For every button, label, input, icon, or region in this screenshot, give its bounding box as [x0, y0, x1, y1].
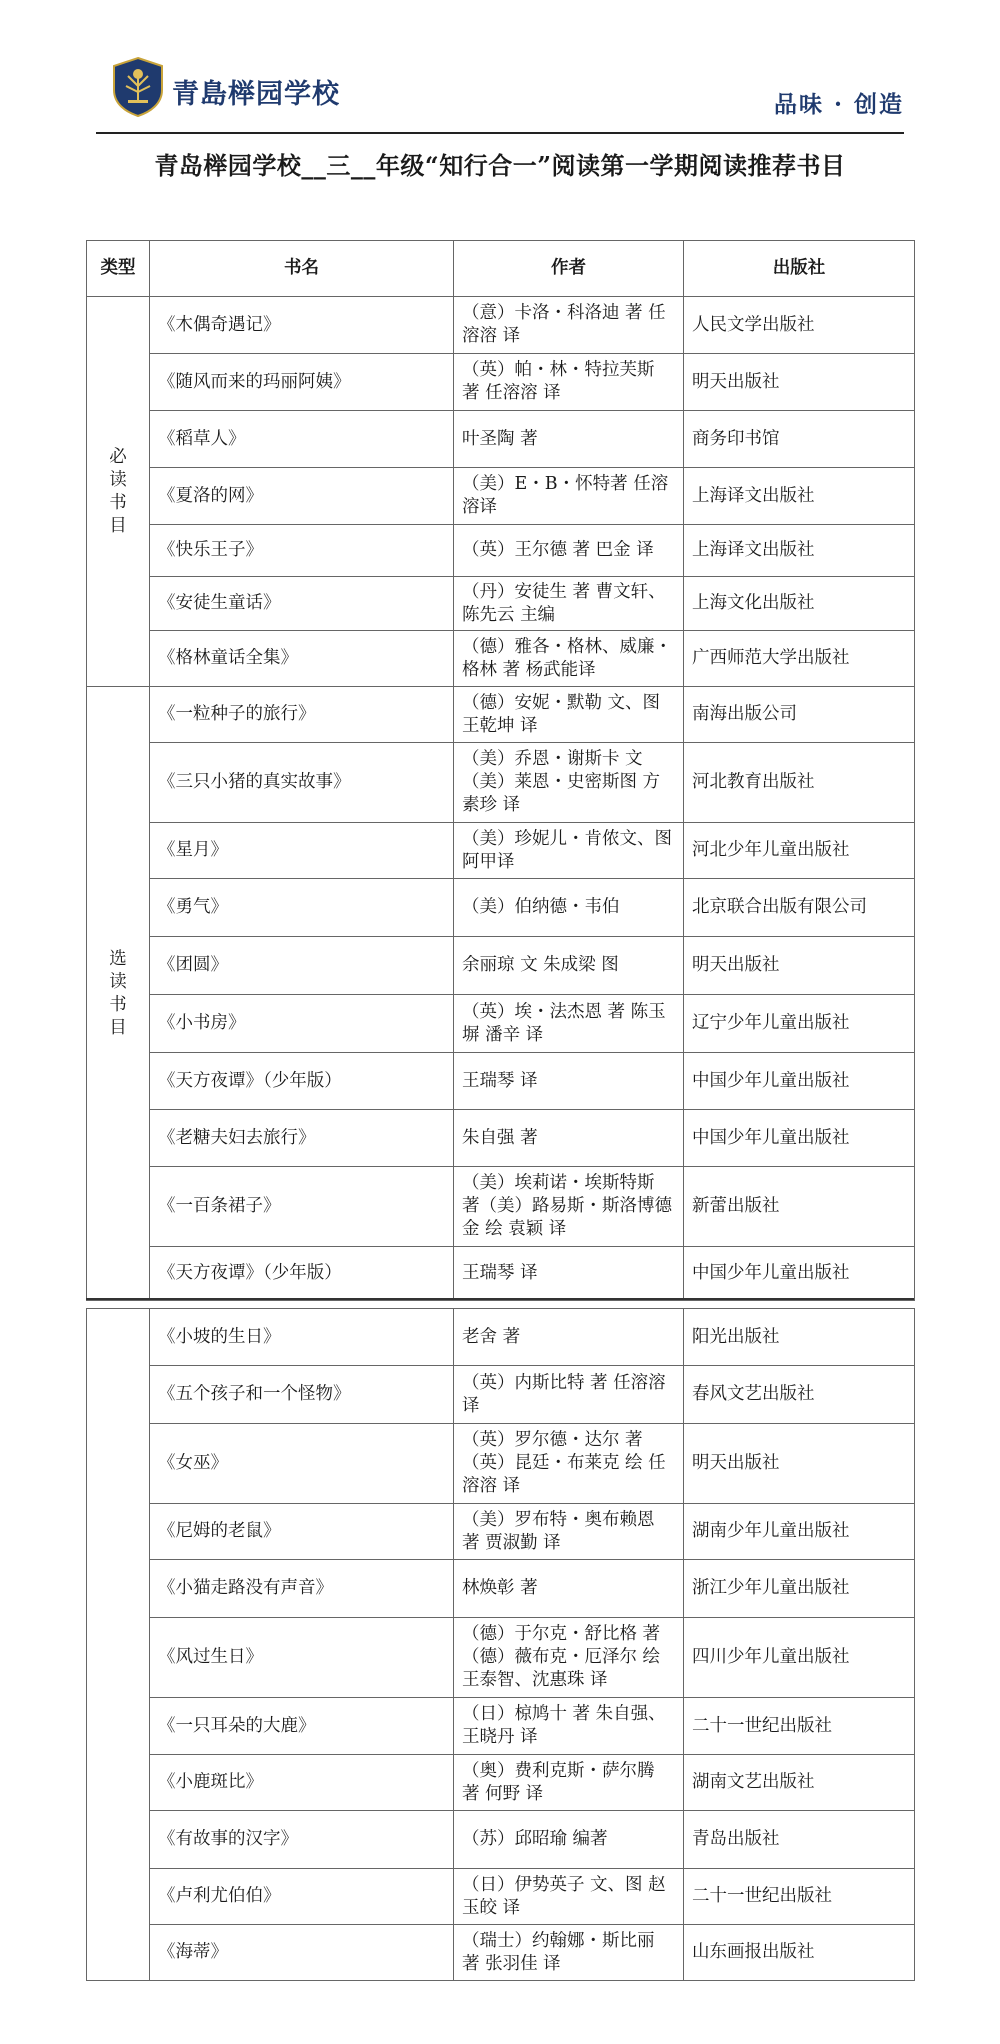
table-row	[87, 468, 915, 525]
table-row	[87, 354, 915, 411]
book-author: （德）安妮・默勒 文、图 王乾坤 译	[454, 687, 684, 743]
table-row	[87, 411, 915, 468]
book-publisher: 青岛出版社	[684, 1811, 915, 1869]
book-publisher: 二十一世纪出版社	[684, 1869, 915, 1925]
book-publisher: 四川少年儿童出版社	[684, 1618, 915, 1698]
school-name: 青島榉园学校	[172, 79, 340, 110]
table-header-row	[87, 241, 915, 297]
book-author: 余丽琼 文 朱成梁 图	[454, 937, 684, 995]
book-publisher: 上海译文出版社	[684, 468, 915, 525]
table-row	[87, 577, 915, 631]
book-title: 《一只耳朵的大鹿》	[150, 1698, 454, 1755]
book-title: 《风过生日》	[150, 1618, 454, 1698]
table-row	[87, 525, 915, 577]
book-list-table	[86, 240, 915, 1301]
book-title: 《女巫》	[150, 1424, 454, 1504]
book-author: （德）雅各・格林、威廉・格林 著 杨武能译	[454, 631, 684, 687]
book-title: 《勇气》	[150, 879, 454, 937]
book-title: 《夏洛的网》	[150, 468, 454, 525]
table-row	[87, 879, 915, 937]
book-author: （美）E・B・怀特著 任溶溶译	[454, 468, 684, 525]
book-publisher: 北京联合出版有限公司	[684, 879, 915, 937]
book-author: 朱自强 著	[454, 1110, 684, 1167]
book-title: 《格林童话全集》	[150, 631, 454, 687]
book-publisher: 河北教育出版社	[684, 743, 915, 823]
book-title: 《海蒂》	[150, 1925, 454, 1981]
book-author: （美）伯纳德・韦伯	[454, 879, 684, 937]
book-title: 《天方夜谭》（少年版）	[150, 1247, 454, 1301]
book-publisher: 新蕾出版社	[684, 1167, 915, 1247]
category-cell-continued	[87, 1309, 150, 1981]
book-title: 《稻草人》	[150, 411, 454, 468]
book-title: 《快乐王子》	[150, 525, 454, 577]
book-publisher: 二十一世纪出版社	[684, 1698, 915, 1755]
table-row	[87, 1560, 915, 1618]
table-row	[87, 1366, 915, 1424]
book-publisher: 春风文艺出版社	[684, 1366, 915, 1424]
book-author: 叶圣陶 著	[454, 411, 684, 468]
table-row	[87, 1247, 915, 1301]
table-row	[87, 1110, 915, 1167]
table-row	[87, 1167, 915, 1247]
book-title: 《随风而来的玛丽阿姨》	[150, 354, 454, 411]
book-title: 《卢利尤伯伯》	[150, 1869, 454, 1925]
page-header	[0, 0, 1000, 140]
book-publisher: 明天出版社	[684, 937, 915, 995]
header-divider	[96, 132, 904, 134]
table-row	[87, 995, 915, 1053]
book-publisher: 上海译文出版社	[684, 525, 915, 577]
book-author: 王瑞琴 译	[454, 1053, 684, 1110]
book-title: 《五个孩子和一个怪物》	[150, 1366, 454, 1424]
book-author: （日）椋鸠十 著 朱自强、王晓丹 译	[454, 1698, 684, 1755]
document-title: 青岛榉园学校__三__年级“知行合一”阅读第一学期阅读推荐书目	[154, 151, 846, 180]
table-row	[87, 1925, 915, 1981]
category-optional: 选 读 书 目	[87, 687, 150, 1301]
book-list-table-continued	[86, 1308, 915, 1981]
book-publisher: 河北少年儿童出版社	[684, 823, 915, 879]
book-author: （意）卡洛・科洛迪 著 任溶溶 译	[454, 297, 684, 354]
book-title: 《小鹿斑比》	[150, 1755, 454, 1811]
book-publisher: 广西师范大学出版社	[684, 631, 915, 687]
column-header-publisher: 出版社	[684, 241, 915, 297]
book-author: （奥）费利克斯・萨尔腾 著 何野 译	[454, 1755, 684, 1811]
book-title: 《尼姆的老鼠》	[150, 1504, 454, 1560]
book-publisher: 中国少年儿童出版社	[684, 1110, 915, 1167]
book-publisher: 明天出版社	[684, 1424, 915, 1504]
table-row	[87, 687, 915, 743]
column-header-title: 书名	[150, 241, 454, 297]
book-publisher: 商务印书馆	[684, 411, 915, 468]
book-publisher: 浙江少年儿童出版社	[684, 1560, 915, 1618]
table-row	[87, 1053, 915, 1110]
table-row	[87, 1811, 915, 1869]
table-row	[87, 937, 915, 995]
book-title: 《一百条裙子》	[150, 1167, 454, 1247]
book-title: 《星月》	[150, 823, 454, 879]
category-required: 必 读 书 目	[87, 297, 150, 687]
book-publisher: 明天出版社	[684, 354, 915, 411]
column-header-type: 类型	[87, 241, 150, 297]
book-author: 王瑞琴 译	[454, 1247, 684, 1301]
book-publisher: 湖南少年儿童出版社	[684, 1504, 915, 1560]
table-row	[87, 297, 915, 354]
book-author: （美）埃莉诺・埃斯特斯 著（美）路易斯・斯洛博德金 绘 袁颖 译	[454, 1167, 684, 1247]
school-slogan: 品味 · 创造	[773, 91, 904, 118]
book-title: 《小猫走路没有声音》	[150, 1560, 454, 1618]
book-author: （苏）邱昭瑜 编著	[454, 1811, 684, 1869]
book-author: 林焕彰 著	[454, 1560, 684, 1618]
book-publisher: 湖南文艺出版社	[684, 1755, 915, 1811]
book-author: （丹）安徒生 著 曹文轩、陈先云 主编	[454, 577, 684, 631]
book-title: 《小书房》	[150, 995, 454, 1053]
book-publisher: 阳光出版社	[684, 1309, 915, 1366]
table-row	[87, 1424, 915, 1504]
table-row	[87, 631, 915, 687]
table-row	[87, 1869, 915, 1925]
book-title: 《有故事的汉字》	[150, 1811, 454, 1869]
column-header-author: 作者	[454, 241, 684, 297]
book-author: （英）埃・法杰恩 著 陈玉塀 潘辛 译	[454, 995, 684, 1053]
book-publisher: 上海文化出版社	[684, 577, 915, 631]
book-publisher: 山东画报出版社	[684, 1925, 915, 1981]
table-row	[87, 1755, 915, 1811]
book-publisher: 人民文学出版社	[684, 297, 915, 354]
book-title: 《木偶奇遇记》	[150, 297, 454, 354]
book-author: （英）内斯比特 著 任溶溶 译	[454, 1366, 684, 1424]
book-publisher: 中国少年儿童出版社	[684, 1247, 915, 1301]
book-author: 老舍 著	[454, 1309, 684, 1366]
page-break-divider	[86, 1298, 914, 1300]
book-title: 《团圆》	[150, 937, 454, 995]
table-row	[87, 1618, 915, 1698]
book-title: 《安徒生童话》	[150, 577, 454, 631]
table-row	[87, 1504, 915, 1560]
book-title: 《一粒种子的旅行》	[150, 687, 454, 743]
book-publisher: 中国少年儿童出版社	[684, 1053, 915, 1110]
school-crest-icon	[112, 56, 164, 118]
book-author: （英）帕・林・特拉芙斯 著 任溶溶 译	[454, 354, 684, 411]
book-author: （德）于尔克・舒比格 著（德）薇布克・厄泽尔 绘 王泰智、沈惠珠 译	[454, 1618, 684, 1698]
book-author: （日）伊势英子 文、图 赵玉皎 译	[454, 1869, 684, 1925]
book-title: 《小坡的生日》	[150, 1309, 454, 1366]
table-row	[87, 1698, 915, 1755]
book-title: 《天方夜谭》（少年版）	[150, 1053, 454, 1110]
book-publisher: 辽宁少年儿童出版社	[684, 995, 915, 1053]
book-publisher: 南海出版公司	[684, 687, 915, 743]
book-author: （美）罗布特・奥布赖恩 著 贾淑勤 译	[454, 1504, 684, 1560]
book-title: 《老糖夫妇去旅行》	[150, 1110, 454, 1167]
book-title: 《三只小猪的真实故事》	[150, 743, 454, 823]
book-author: （美）珍妮儿・肯侬文、图 阿甲译	[454, 823, 684, 879]
book-author: （美）乔恩・谢斯卡 文（美）莱恩・史密斯图 方素珍 译	[454, 743, 684, 823]
table-row	[87, 743, 915, 823]
table-row	[87, 1309, 915, 1366]
book-author: （英）王尔德 著 巴金 译	[454, 525, 684, 577]
book-author: （英）罗尔德・达尔 著（英）昆廷・布莱克 绘 任溶溶 译	[454, 1424, 684, 1504]
book-author: （瑞士）约翰娜・斯比丽 著 张羽佳 译	[454, 1925, 684, 1981]
table-row	[87, 823, 915, 879]
